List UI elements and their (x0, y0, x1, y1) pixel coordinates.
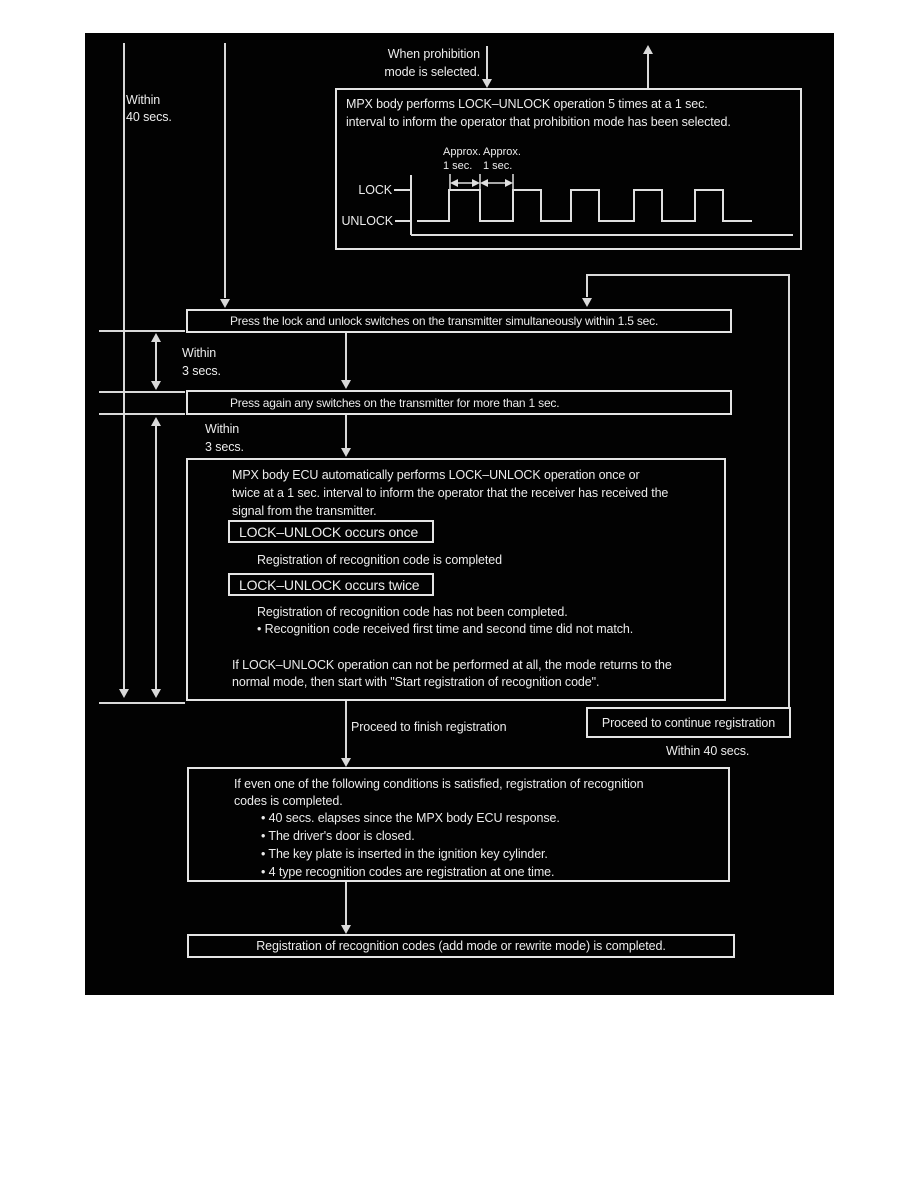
arrowhead-down-icon (582, 298, 592, 307)
twice-bullet-text: • Recognition code received first time and second time did not match. (257, 622, 634, 636)
arrowhead-down-icon (341, 448, 351, 457)
box-proceed-continue: Proceed to continue registration (586, 707, 791, 738)
arrowhead-down-icon (220, 299, 230, 308)
arrowhead-down-icon (151, 381, 161, 390)
when-prohibition-line1: When prohibition (387, 47, 480, 61)
measure-tick (99, 702, 185, 704)
measure-line-3secs-a (155, 341, 157, 382)
one-sec-label-2: 1 sec. (483, 160, 513, 172)
within-3-secs-b-line1: Within (205, 422, 240, 436)
loop-line-top (586, 274, 790, 276)
when-prohibition-line2: mode is selected. (384, 65, 480, 79)
waveform-text-line1: MPX body performs LOCK–UNLOCK operation 5 times at a 1 sec. (346, 97, 708, 111)
condition-bullet-2: • The driver's door is closed. (261, 829, 415, 843)
conditions-para-line1: If even one of the following conditions is satisfied, registration of recognition (234, 777, 644, 791)
approx-label-1: Approx. (443, 146, 481, 158)
arrowhead-left-icon (450, 179, 458, 187)
arrowhead-right-icon (472, 179, 480, 187)
condition-bullet-4: • 4 type recognition codes are registration at one time. (261, 865, 555, 879)
ecu-note-line2: normal mode, then start with "Start registration of recognition code". (232, 675, 600, 689)
conditions-para-line2: codes is completed. (234, 794, 343, 808)
measure-tick (99, 391, 185, 393)
one-sec-label-1: 1 sec. (443, 160, 473, 172)
twice-result-text: Registration of recognition code has not been completed. (257, 605, 568, 619)
measure-line-40secs (123, 43, 125, 691)
loop-line-right (788, 274, 790, 707)
flow-line (345, 415, 347, 449)
within-40-secs-label-line1: Within (126, 93, 161, 107)
arrowhead-right-icon (505, 179, 513, 187)
arrowhead-left-icon (480, 179, 488, 187)
box-press-both-switches: Press the lock and unlock switches on the transmitter simultaneously within 1.5 sec. (186, 309, 732, 333)
arrowhead-down-icon (151, 689, 161, 698)
arrowhead-down-icon (482, 79, 492, 88)
waveform-polyline (417, 190, 752, 221)
once-result-text: Registration of recognition code is completed (257, 553, 502, 567)
flow-line (345, 701, 347, 759)
within-40-secs-label-line2: 40 secs. (126, 110, 172, 124)
flow-line (345, 882, 347, 926)
lock-label: LOCK (358, 183, 392, 197)
arrowhead-down-icon (341, 758, 351, 767)
return-arrow-line (647, 53, 649, 88)
waveform-text-line2: interval to inform the operator that prohibition mode has been selected. (346, 115, 731, 129)
measure-tick (99, 330, 185, 332)
lock-unlock-wave-graphic (337, 90, 800, 248)
measure-tick (99, 413, 185, 415)
condition-bullet-3: • The key plate is inserted in the ignition key cylinder. (261, 847, 548, 861)
ecu-note-line1: If LOCK–UNLOCK operation can not be performed at all, the mode returns to the (232, 658, 672, 672)
ecu-para-line2: twice at a 1 sec. interval to inform the operator that the receiver has received the (232, 486, 669, 500)
box-registration-completed: Registration of recognition codes (add mode or rewrite mode) is completed. (187, 934, 735, 958)
measure-line-3secs-b (155, 425, 157, 690)
arrowhead-down-icon (341, 925, 351, 934)
ecu-para-line1: MPX body ECU automatically performs LOCK–UNLOCK operation once or (232, 468, 640, 482)
flowchart-diagram (85, 33, 834, 995)
flow-line (345, 333, 347, 381)
box-press-again: Press again any switches on the transmitter for more than 1 sec. (186, 390, 732, 415)
box-ecu-response (186, 458, 726, 701)
condition-bullet-1: • 40 secs. elapses since the MPX body ECU response. (261, 811, 560, 825)
unlock-label: UNLOCK (341, 214, 393, 228)
box-occurs-once: LOCK–UNLOCK occurs once (228, 520, 434, 543)
waveform-panel (335, 88, 802, 250)
box-completion-conditions (187, 767, 730, 882)
arrowhead-down-icon (119, 689, 129, 698)
within-3-secs-a-line2: 3 secs. (182, 364, 221, 378)
proceed-finish-label: Proceed to finish registration (351, 720, 507, 734)
arrowhead-down-icon (341, 380, 351, 389)
box-occurs-twice: LOCK–UNLOCK occurs twice (228, 573, 434, 596)
loop-line-drop (586, 274, 588, 297)
entry-flow-line (224, 43, 226, 298)
within-40-secs-right-label: Within 40 secs. (666, 744, 750, 758)
within-3-secs-b-line2: 3 secs. (205, 440, 244, 454)
ecu-para-line3: signal from the transmitter. (232, 504, 377, 518)
prohibition-arrow-line (486, 46, 488, 81)
approx-label-2: Approx. (483, 146, 521, 158)
within-3-secs-a-line1: Within (182, 346, 217, 360)
